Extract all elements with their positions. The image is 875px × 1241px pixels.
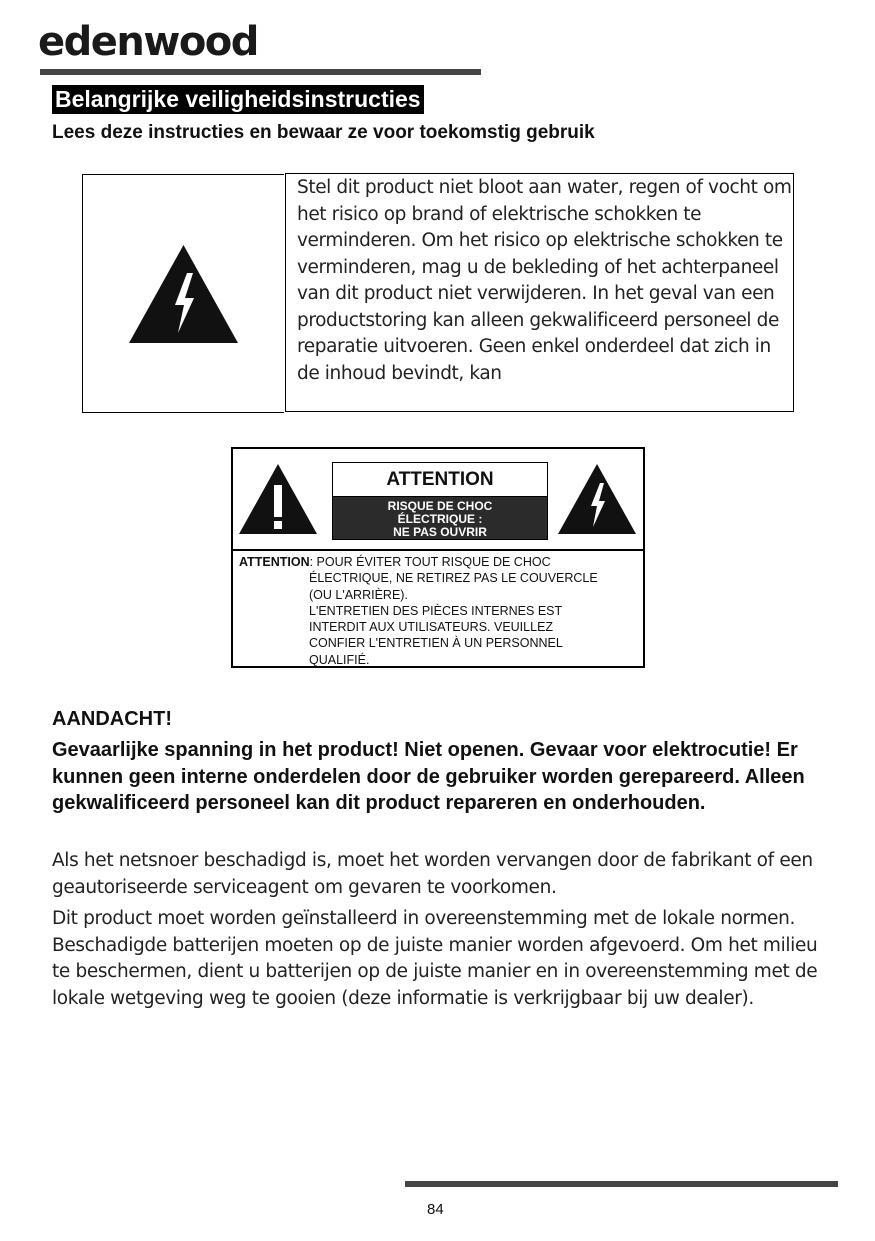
- header-rule: [40, 69, 481, 75]
- attention-text: QUALIFIÉ.: [309, 652, 370, 667]
- attention-first-line: [239, 554, 643, 570]
- warning-text-panel: Stel dit product niet bloot aan water, regen of vocht om het risico op brand of elektrische schokken te verminderen. Om het risico op elektrische schokken te verminderen, mag u de bekleding of het achterpaneel van dit product niet verwijderen. In het geval van een productstoring kan alleen gekwalificeerd personeel de reparatie uitvoeren. Geen enkel onderdeel dat zich in de inhoud bevindt, kan: [285, 173, 794, 412]
- notice-bold-text: Gevaarlijke spanning in het product! Niet openen. Gevaar voor elektrocutie! Er kunnen geen interne onderdelen door de gebruiker worden gerepareerd. Alleen gekwalificeerd personeel kan dit product repareren en onderhouden.: [52, 739, 805, 814]
- notice-heading: AANDACHT!: [52, 708, 172, 730]
- exclamation-warning-icon: [238, 463, 318, 535]
- attention-sign: [332, 462, 548, 540]
- page-title: Belangrijke veiligheidsinstructies: [52, 85, 424, 114]
- attention-text: L'ENTRETIEN DES PIÈCES INTERNES EST: [309, 603, 563, 618]
- attention-line: ÉLECTRIQUE :: [397, 512, 483, 526]
- lightning-warning-icon: [127, 243, 240, 345]
- attention-line: NE PAS OUVRIR: [393, 525, 487, 539]
- warning-icon-panel: [82, 174, 284, 413]
- attention-label-header: [233, 449, 643, 551]
- attention-text: INTERDIT AUX UTILISATEURS. VEUILLEZ: [309, 620, 554, 635]
- attention-label: [231, 447, 645, 668]
- attention-text: CONFIER L'ENTRETIEN À UN PERSONNEL: [309, 636, 563, 651]
- attention-text: : POUR ÉVITER TOUT RISQUE DE CHOC: [309, 555, 551, 569]
- brand-logo: edenwood: [38, 19, 258, 65]
- attention-title: ATTENTION: [333, 463, 547, 497]
- attention-body: [233, 551, 643, 668]
- attention-line: RISQUE DE CHOC: [387, 499, 493, 513]
- footer-rule: [405, 1181, 838, 1187]
- notice-paragraph: Als het netsnoer beschadigd is, moet het worden vervangen door de fabrikant of een geautoriseerde serviceagent om gevaren te voorkomen.: [52, 850, 813, 898]
- notice-paragraph: Dit product moet worden geïnstalleerd in overeenstemming met de lokale normen. Beschadigde batterijen moeten op de juiste manier worden afgevoerd. Om het milieu te beschermen, dient u batterijen op de juiste manier en in overeenstemming met de lokale wetgeving weg te gooien (deze informatie is verkrijgbaar bij uw dealer).: [52, 908, 818, 1009]
- attention-text: (OU L'ARRIÈRE).: [309, 587, 408, 602]
- page-subtitle: Lees deze instructies en bewaar ze voor toekomstig gebruik: [52, 122, 595, 143]
- lightning-warning-icon: [557, 463, 637, 535]
- attention-lead: ATTENTION: [239, 555, 310, 569]
- page-number: 84: [427, 1201, 444, 1218]
- attention-text: ÉLECTRIQUE, NE RETIREZ PAS LE COUVERCLE: [309, 571, 598, 586]
